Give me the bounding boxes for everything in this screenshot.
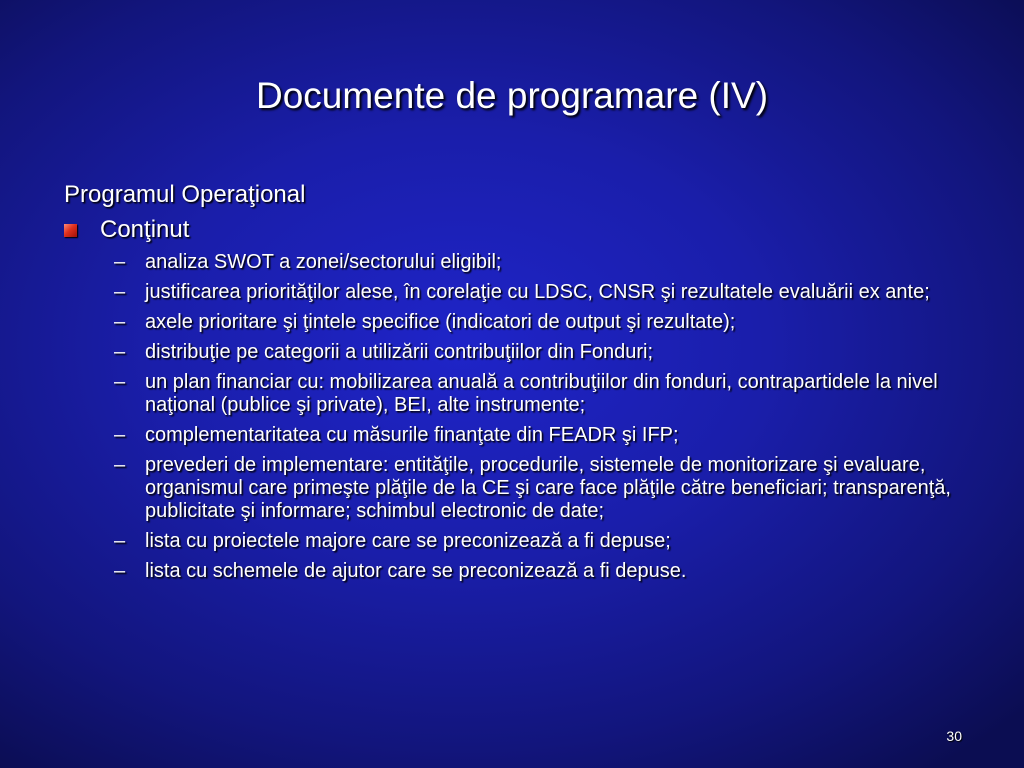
subitem bbox=[114, 341, 974, 364]
dash-marker: – bbox=[114, 530, 126, 552]
subitem bbox=[114, 530, 974, 553]
subitem bbox=[114, 371, 974, 417]
section-heading: Programul Operaţional bbox=[64, 181, 306, 208]
subitem-text: distribuţie pe categorii a utilizării contribuţiilor din Fonduri; bbox=[145, 341, 654, 363]
bullet-label: Conţinut bbox=[100, 216, 190, 243]
dash-marker: – bbox=[114, 454, 126, 476]
subitem bbox=[114, 311, 974, 334]
subitem bbox=[114, 454, 974, 523]
dash-marker: – bbox=[114, 311, 126, 333]
dash-marker: – bbox=[114, 560, 126, 582]
subitem-text: un plan financiar cu: mobilizarea anuală a contribuţiilor din fonduri, contrapartidele la nivel naţional (publice şi private), BEI, alte instrumente; bbox=[145, 371, 938, 416]
subitem-text: complementaritatea cu măsurile finanţate din FEADR şi IFP; bbox=[145, 424, 679, 446]
subitem bbox=[114, 424, 974, 447]
subitem bbox=[114, 281, 974, 304]
dash-marker: – bbox=[114, 371, 126, 393]
dash-marker: – bbox=[114, 341, 126, 363]
subitem bbox=[114, 560, 974, 583]
subitem-text: lista cu proiectele majore care se preconizează a fi depuse; bbox=[145, 530, 671, 552]
subitem-text: justificarea priorităţilor alese, în corelaţie cu LDSC, CNSR şi rezultatele evaluării ex ante; bbox=[145, 281, 930, 303]
square-bullet-icon bbox=[64, 224, 77, 237]
page-number: 30 bbox=[946, 728, 962, 744]
slide-title: Documente de programare (IV) bbox=[255, 75, 769, 116]
dash-marker: – bbox=[114, 251, 126, 273]
subitem-text: lista cu schemele de ajutor care se preconizează a fi depuse. bbox=[145, 560, 687, 582]
dash-marker: – bbox=[114, 424, 126, 446]
subitem-text: analiza SWOT a zonei/sectorului eligibil; bbox=[145, 251, 502, 273]
subitem-text: prevederi de implementare: entităţile, procedurile, sistemele de monitorizare şi evaluare, organismul care primeşte plăţile de la CE şi care face plăţile către beneficiari; transparenţă, publicitate şi informare; schimbul electronic de date; bbox=[145, 454, 951, 522]
subitem-list bbox=[114, 251, 974, 590]
dash-marker: – bbox=[114, 281, 126, 303]
subitem-text: axele prioritare şi ţintele specifice (indicatori de output şi rezultate); bbox=[145, 311, 736, 333]
subitem bbox=[114, 251, 974, 274]
